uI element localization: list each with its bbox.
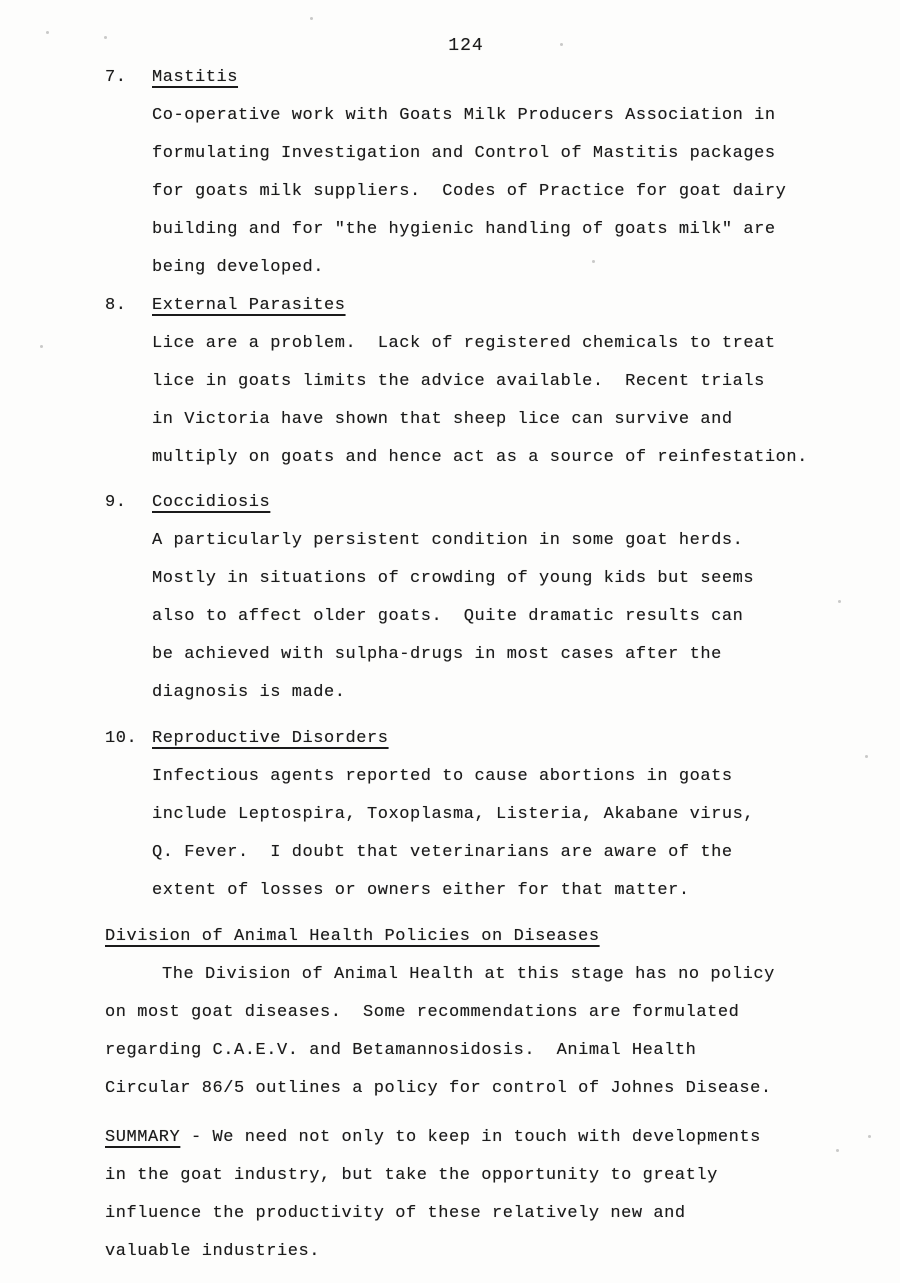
section-number: 8. — [105, 296, 127, 315]
scan-speck — [40, 345, 43, 348]
text-line: Lice are a problem. Lack of registered chemicals to treat — [152, 334, 776, 353]
text-line: - We need not only to keep in touch with developments — [180, 1128, 761, 1147]
text-line: diagnosis is made. — [152, 683, 346, 702]
scan-speck — [868, 1135, 871, 1138]
summary-label: SUMMARY — [105, 1128, 181, 1147]
text-line: being developed. — [152, 258, 325, 277]
scan-speck — [310, 17, 313, 20]
section-heading-row — [105, 287, 845, 325]
document-section — [105, 1119, 845, 1271]
scan-speck — [104, 36, 107, 39]
text-line: A particularly persistent condition in some goat herds. — [152, 531, 744, 550]
document-section — [105, 59, 845, 287]
text-line: be achieved with sulpha-drugs in most cases after the — [152, 645, 722, 664]
section-text — [105, 522, 845, 712]
scan-speck — [836, 1149, 839, 1152]
section-number: 10. — [105, 729, 138, 748]
scan-speck — [592, 260, 595, 263]
text-line: also to affect older goats. Quite dramatic results can — [152, 607, 744, 626]
text-line: extent of losses or owners either for that matter. — [152, 881, 690, 900]
text-line — [105, 1119, 845, 1157]
text-line: Mostly in situations of crowding of young kids but seems — [152, 569, 755, 588]
text-line: Infectious agents reported to cause abortions in goats — [152, 767, 733, 786]
text-line: in Victoria have shown that sheep lice can survive and — [152, 410, 733, 429]
section-heading-row — [105, 484, 845, 522]
section-heading-row — [105, 720, 845, 758]
text-line: Circular 86/5 outlines a policy for control of Johnes Disease. — [105, 1079, 772, 1098]
section-number: 9. — [105, 493, 127, 512]
document-section — [105, 918, 845, 1108]
text-line: formulating Investigation and Control of Mastitis packages — [152, 144, 776, 163]
text-line: Q. Fever. I doubt that veterinarians are aware of the — [152, 843, 733, 862]
text-line: valuable industries. — [105, 1242, 321, 1261]
scan-speck — [46, 31, 49, 34]
document-section — [105, 484, 845, 712]
section-text — [105, 325, 845, 477]
text-line: include Leptospira, Toxoplasma, Listeria, Akabane virus, — [152, 805, 755, 824]
section-heading: External Parasites — [152, 296, 346, 315]
text-line: for goats milk suppliers. Codes of Practice for goat dairy — [152, 182, 787, 201]
section-heading: Division of Animal Health Policies on Diseases — [105, 927, 600, 946]
section-heading: Coccidiosis — [152, 493, 271, 512]
section-heading: Mastitis — [152, 68, 239, 87]
scan-speck — [865, 755, 868, 758]
document-section — [105, 287, 845, 477]
text-line: influence the productivity of these relatively new and — [105, 1204, 686, 1223]
section-heading-row — [105, 918, 845, 956]
scan-speck — [838, 600, 841, 603]
document-section — [105, 720, 845, 910]
section-heading: Reproductive Disorders — [152, 729, 389, 748]
text-line: building and for "the hygienic handling of goats milk" are — [152, 220, 776, 239]
section-number: 7. — [105, 68, 127, 87]
text-line: regarding C.A.E.V. and Betamannosidosis. Animal Health — [105, 1041, 697, 1060]
section-heading-row — [105, 59, 845, 97]
text-line: lice in goats limits the advice available. Recent trials — [152, 372, 765, 391]
text-line: on most goat diseases. Some recommendations are formulated — [105, 1003, 740, 1022]
scan-speck — [560, 43, 563, 46]
document-body — [105, 59, 845, 1271]
page-number: 124 — [448, 36, 484, 56]
text-line: Co-operative work with Goats Milk Producers Association in — [152, 106, 776, 125]
text-line: The Division of Animal Health at this stage has no policy — [162, 965, 775, 984]
section-text — [105, 97, 845, 287]
text-line: multiply on goats and hence act as a source of reinfestation. — [152, 448, 808, 467]
text-line: in the goat industry, but take the opportunity to greatly — [105, 1166, 718, 1185]
section-text — [105, 758, 845, 910]
